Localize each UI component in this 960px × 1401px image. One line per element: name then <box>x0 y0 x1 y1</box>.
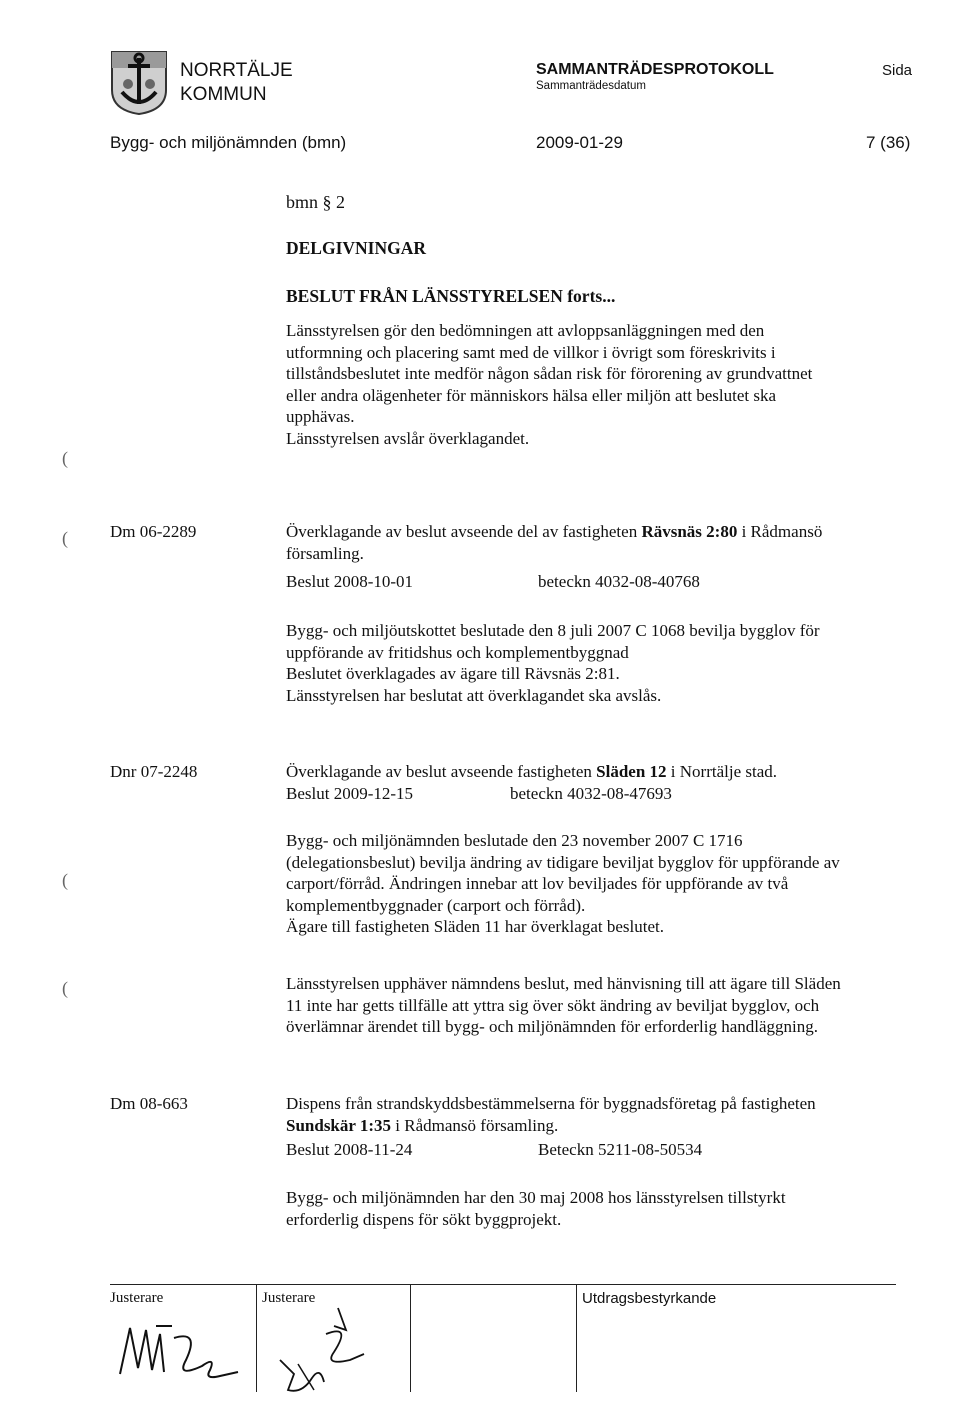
case-dnr: Dm 06-2289 <box>110 522 197 541</box>
text-line: erforderlig dispens för sökt byggprojekt. <box>286 1209 562 1229</box>
section-heading: DELGIVNINGAR <box>286 238 427 258</box>
text-line: Beslutet överklagades av ägare till Rävsnäs 2:81. <box>286 664 620 683</box>
case-title-line: Dispens från strandskyddsbestämmelserna för byggnadsföretag på fastigheten <box>286 1094 816 1113</box>
title-text: i Rådmansö <box>737 522 823 541</box>
signature-label-adjuster-2: Justerare <box>262 1290 316 1306</box>
footer-divider <box>410 1284 411 1392</box>
page-number: 7 (36) <box>866 133 911 152</box>
case-decision <box>286 973 841 1038</box>
case-body <box>286 830 840 938</box>
text-line: Bygg- och miljönämnden har den 30 maj 2008 hos länsstyrelsen tillstyrkt <box>286 1188 786 1207</box>
text-line: Länsstyrelsen har beslutat att överklagandet ska avslås. <box>286 685 662 705</box>
meeting-date: 2009-01-29 <box>536 133 623 152</box>
case-beslut-date: Beslut 2008-10-01 <box>286 572 414 591</box>
margin-mark: ( <box>62 978 68 998</box>
case-designation: beteckn 4032-08-40768 <box>538 572 700 591</box>
footer-rule <box>110 1284 896 1285</box>
title-text: i Norrtälje stad. <box>666 762 777 781</box>
case-body <box>286 1187 786 1230</box>
case-designation: beteckn 4032-08-47693 <box>510 784 672 803</box>
text-line: Länsstyrelsen avslår överklagandet. <box>286 428 530 448</box>
text-line: Länsstyrelsen upphäver nämndens beslut, med hänvisning till att ägare till Släden <box>286 974 841 993</box>
meeting-date-label: Sammanträdesdatum <box>536 80 646 92</box>
text-line: Bygg- och miljönämnden beslutade den 23 november 2007 C 1716 <box>286 831 743 850</box>
municipality-logo <box>110 50 168 116</box>
text-line: utformning och placering samt med de villkor i övrigt som föreskrivits i <box>286 342 776 362</box>
case-title-line <box>286 1115 816 1137</box>
signature-label-adjuster-1: Justerare <box>110 1290 164 1306</box>
title-text: Överklagande av beslut avseende del av fastigheten <box>286 522 642 541</box>
text-line: överlämnar ärendet till bygg- och miljönämnden för erforderlig handläggning. <box>286 1017 819 1036</box>
case-title-line <box>286 761 777 783</box>
case-title-line <box>286 521 822 543</box>
case-title <box>286 761 777 783</box>
footer-divider <box>576 1284 577 1392</box>
margin-mark: ( <box>62 528 68 548</box>
title-text: Överklagande av beslut avseende fastigheten <box>286 762 597 781</box>
text-line: uppförande av fritidshus och komplementbyggnad <box>286 642 629 662</box>
case-dnr: Dm 08-663 <box>110 1094 188 1113</box>
text-line: eller andra olägenheter för människors hälsa eller miljön att beslutet ska <box>286 385 776 405</box>
text-line: carport/förråd. Ändringen innebar att lov beviljades för uppförande av två <box>286 874 789 893</box>
text-line: Länsstyrelsen gör den bedömningen att avloppsanläggningen med den <box>286 321 765 340</box>
title-text: i Rådmansö församling. <box>391 1115 559 1135</box>
handwritten-signature <box>268 1304 378 1396</box>
case-title <box>286 521 822 564</box>
case-dnr: Dnr 07-2248 <box>110 762 198 781</box>
footer-divider <box>256 1284 257 1392</box>
property-name: Släden 12 <box>596 762 667 781</box>
section-subheading: BESLUT FRÅN LÄNSSTYRELSEN forts... <box>286 286 616 306</box>
case-title <box>286 1093 816 1136</box>
org-name-line1: NORRTÄLJE <box>180 60 293 81</box>
text-line: (delegationsbeslut) bevilja ändring av tidigare beviljat bygglov för uppförande av <box>286 852 840 872</box>
text-line: upphävas. <box>286 407 355 426</box>
text-line: komplementbyggnader (carport och förråd). <box>286 895 586 915</box>
property-name: Sundskär 1:35 <box>286 1115 392 1135</box>
case-designation: Beteckn 5211-08-50534 <box>538 1140 703 1159</box>
text-line: Bygg- och miljöutskottet beslutade den 8 juli 2007 C 1068 bevilja bygglov för <box>286 621 820 640</box>
page-label: Sida <box>882 62 913 79</box>
intro-paragraph <box>286 320 812 449</box>
case-title-line: församling. <box>286 543 364 563</box>
signature-label-extract-certification: Utdragsbestyrkande <box>582 1290 717 1307</box>
document-type: SAMMANTRÄDESPROTOKOLL <box>536 61 774 78</box>
case-body <box>286 620 820 706</box>
case-beslut-date: Beslut 2009-12-15 <box>286 784 414 803</box>
text-line: tillståndsbeslutet inte medför någon sådan risk för förorening av grundvattnet <box>286 364 813 383</box>
text-line: 11 inte har getts tillfälle att yttra sig över sökt ändring av beviljat bygglov, och <box>286 995 820 1015</box>
text-line: Ägare till fastigheten Släden 11 har överklagat beslutet. <box>286 917 664 936</box>
margin-mark: ( <box>62 448 68 468</box>
paragraph-reference: bmn § 2 <box>286 192 346 212</box>
org-name-line2: KOMMUN <box>180 84 267 105</box>
margin-mark: ( <box>62 870 68 890</box>
handwritten-signature <box>116 1320 246 1384</box>
committee-name: Bygg- och miljönämnden (bmn) <box>110 133 347 152</box>
case-beslut-date: Beslut 2008-11-24 <box>286 1140 413 1159</box>
property-name: Rävsnäs 2:80 <box>641 522 738 541</box>
